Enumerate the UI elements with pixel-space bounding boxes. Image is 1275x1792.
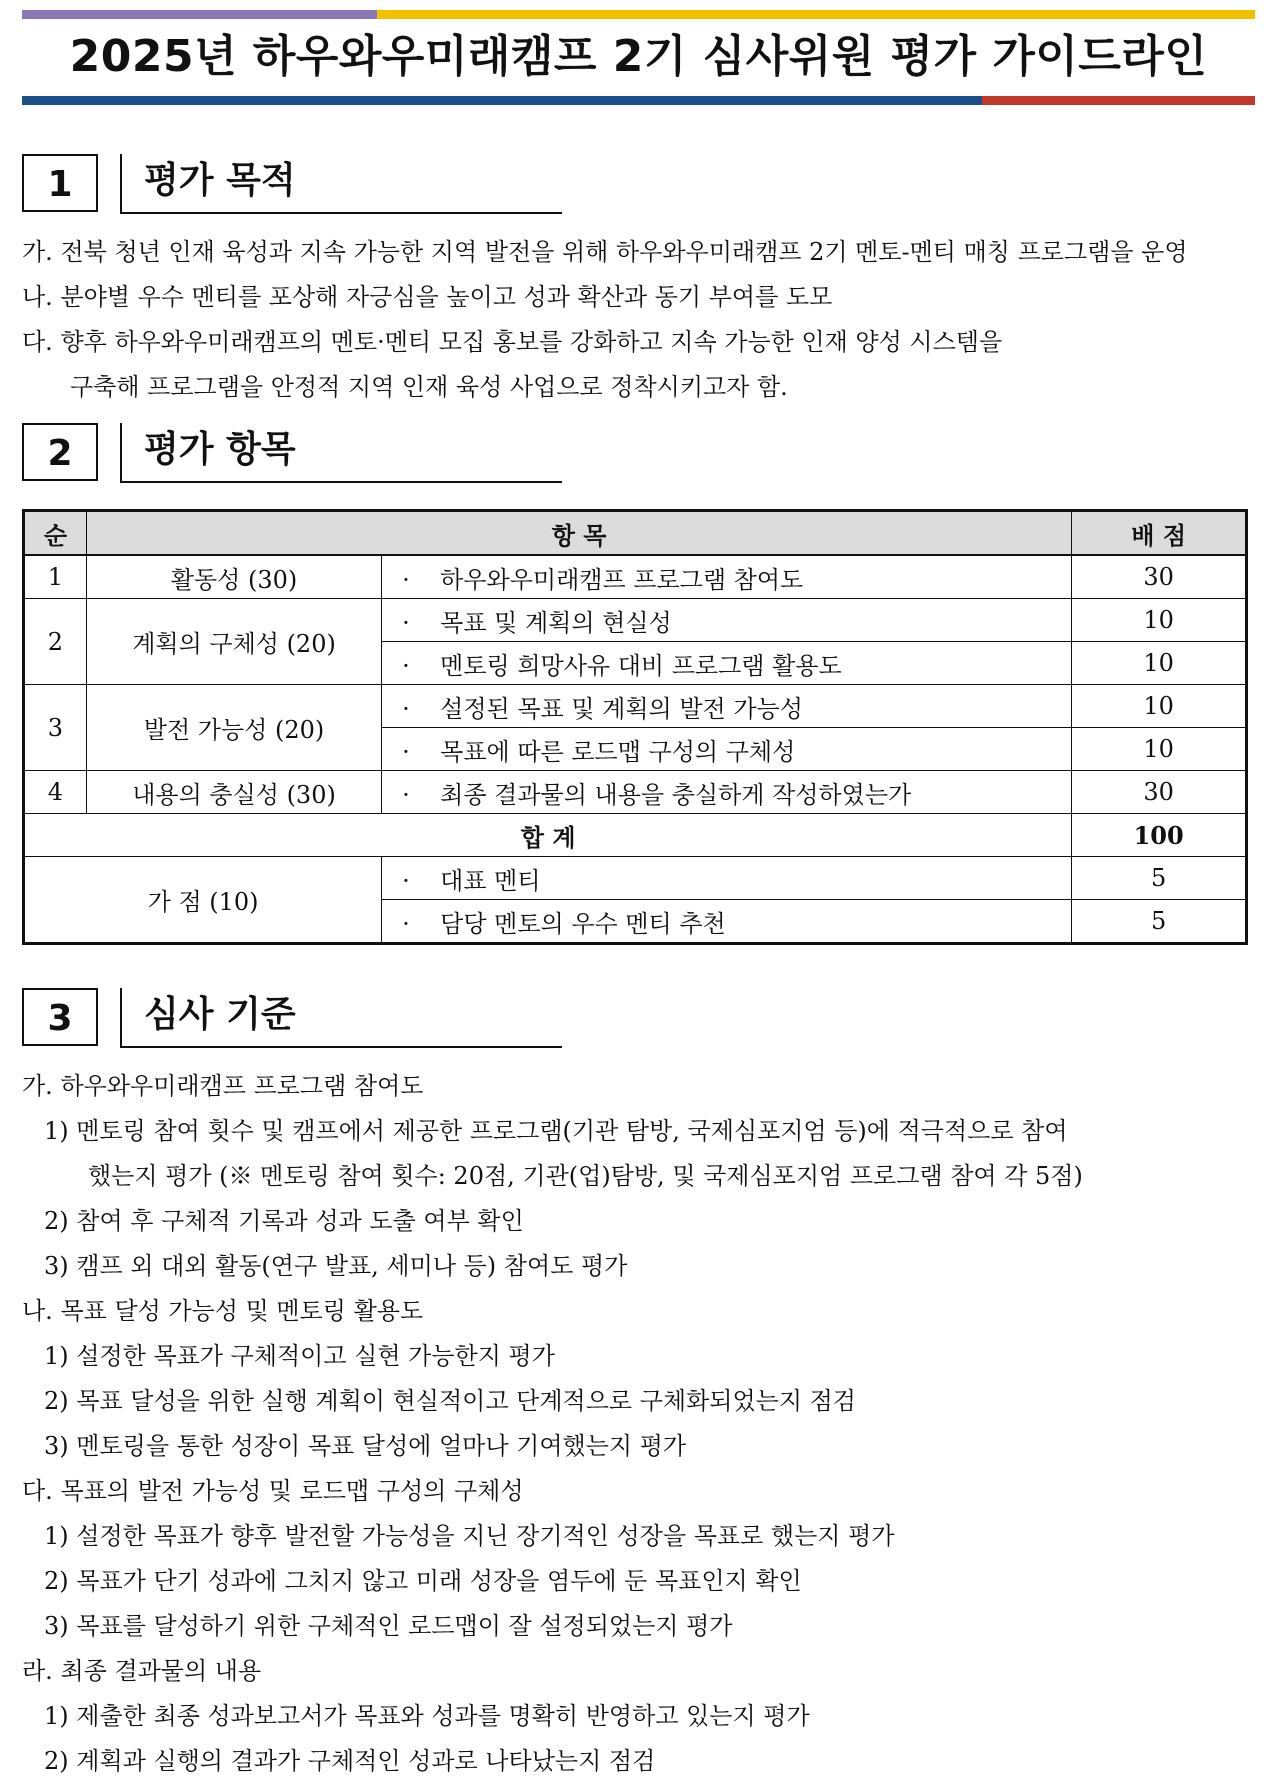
criteria-heading-da: 다. 목표의 발전 가능성 및 로드맵 구성의 구체성 (22, 1477, 524, 1505)
row-item: · 하우와우미래캠프 프로그램 참여도 (382, 555, 1072, 599)
table-row (24, 555, 1247, 599)
total-score: 100 (1072, 814, 1247, 857)
criteria-line: 1) 제출한 최종 성과보고서가 목표와 성과를 명확히 반영하고 있는지 평가 (44, 1702, 810, 1730)
section-title: 평가 항목 (144, 429, 296, 470)
criteria-line: 2) 목표 달성을 위한 실행 계획이 현실적이고 단계적으로 구체화되었는지 점검 (44, 1387, 856, 1415)
total-row (24, 814, 1247, 857)
row-no: 1 (24, 555, 87, 599)
header-item: 항 목 (86, 511, 1071, 556)
page-title: 2025년 하우와우미래캠프 2기 심사위원 평가 가이드라인 (69, 31, 1208, 82)
criteria-line: 2) 목표가 단기 성과에 그치지 않고 미래 성장을 염두에 둔 목표인지 확인 (44, 1567, 802, 1595)
row-score: 30 (1072, 771, 1247, 814)
section-1-header (22, 154, 562, 216)
section-2-header (22, 423, 562, 485)
section-3-header (22, 988, 562, 1050)
bonus-row (24, 857, 1247, 900)
row-score: 5 (1072, 900, 1247, 944)
criteria-heading-ra: 라. 최종 결과물의 내용 (22, 1657, 262, 1685)
row-score: 10 (1072, 642, 1247, 685)
criteria-line: 했는지 평가 (※ 멘토링 참여 횟수: 20점, 기관(업)탐방, 및 국제심포지엄 프로그램 참여 각 5점) (88, 1162, 1083, 1190)
header-no: 순 (24, 511, 87, 556)
row-no: 2 (24, 599, 87, 685)
criteria-line: 3) 목표를 달성하기 위한 구체적인 로드맵이 잘 설정되었는지 평가 (44, 1612, 733, 1640)
table-row (24, 685, 1247, 728)
evaluation-table (22, 509, 1248, 945)
row-item: · 설정된 목표 및 계획의 발전 가능성 (382, 685, 1072, 728)
criteria-line: 3) 멘토링을 통한 성장이 목표 달성에 얼마나 기여했는지 평가 (44, 1432, 687, 1460)
row-score: 5 (1072, 857, 1247, 900)
row-category: 계획의 구체성 (20) (86, 599, 381, 685)
criteria-line: 2) 참여 후 구체적 기록과 성과 도출 여부 확인 (44, 1207, 524, 1235)
row-no: 4 (24, 771, 87, 814)
row-score: 30 (1072, 555, 1247, 599)
row-score: 10 (1072, 728, 1247, 771)
table-row (24, 599, 1247, 642)
section-number: 2 (22, 423, 98, 481)
bottom-accent-bar (22, 96, 1255, 105)
bonus-category: 가 점 (10) (24, 857, 382, 944)
section-title: 평가 목적 (144, 160, 296, 201)
row-category: 활동성 (30) (86, 555, 381, 599)
criteria-heading-ga: 가. 하우와우미래캠프 프로그램 참여도 (22, 1072, 424, 1100)
criteria-line: 3) 캠프 외 대외 활동(연구 발표, 세미나 등) 참여도 평가 (44, 1252, 628, 1280)
row-score: 10 (1072, 685, 1247, 728)
row-category: 내용의 충실성 (30) (86, 771, 381, 814)
row-item: · 멘토링 희망사유 대비 프로그램 활용도 (382, 642, 1072, 685)
row-item: · 최종 결과물의 내용을 충실하게 작성하였는가 (382, 771, 1072, 814)
row-score: 10 (1072, 599, 1247, 642)
section-number: 1 (22, 154, 98, 212)
row-item: · 대표 멘티 (382, 857, 1072, 900)
purpose-line-na: 나. 분야별 우수 멘티를 포상해 자긍심을 높이고 성과 확산과 동기 부여를 도모 (22, 283, 833, 311)
table-header-row (24, 511, 1247, 556)
criteria-line: 1) 멘토링 참여 횟수 및 캠프에서 제공한 프로그램(기관 탐방, 국제심포지엄 등)에 적극적으로 참여 (44, 1117, 1068, 1145)
row-item: · 목표 및 계획의 현실성 (382, 599, 1072, 642)
row-no: 3 (24, 685, 87, 771)
section-title: 심사 기준 (144, 994, 296, 1035)
header-score: 배 점 (1072, 511, 1247, 556)
purpose-line-da: 다. 향후 하우와우미래캠프의 멘토·멘티 모집 홍보를 강화하고 지속 가능한 인재 양성 시스템을 (22, 328, 1003, 356)
total-label: 합 계 (24, 814, 1072, 857)
purpose-line-ga: 가. 전북 청년 인재 육성과 지속 가능한 지역 발전을 위해 하우와우미래캠프 2기 멘토-멘티 매칭 프로그램을 운영 (22, 238, 1188, 266)
criteria-line: 1) 설정한 목표가 구체적이고 실현 가능한지 평가 (44, 1342, 555, 1370)
row-item: · 목표에 따른 로드맵 구성의 구체성 (382, 728, 1072, 771)
section-number: 3 (22, 988, 98, 1046)
criteria-line: 2) 계획과 실행의 결과가 구체적인 성과로 나타났는지 점검 (44, 1747, 656, 1775)
row-category: 발전 가능성 (20) (86, 685, 381, 771)
table-row (24, 771, 1247, 814)
row-item: · 담당 멘토의 우수 멘티 추천 (382, 900, 1072, 944)
criteria-heading-na: 나. 목표 달성 가능성 및 멘토링 활용도 (22, 1297, 424, 1325)
criteria-line: 1) 설정한 목표가 향후 발전할 가능성을 지닌 장기적인 성장을 목표로 했는지 평가 (44, 1522, 895, 1550)
top-accent-bar (22, 10, 1255, 19)
purpose-line-da-cont: 구축해 프로그램을 안정적 지역 인재 육성 사업으로 정착시키고자 함. (70, 373, 788, 401)
